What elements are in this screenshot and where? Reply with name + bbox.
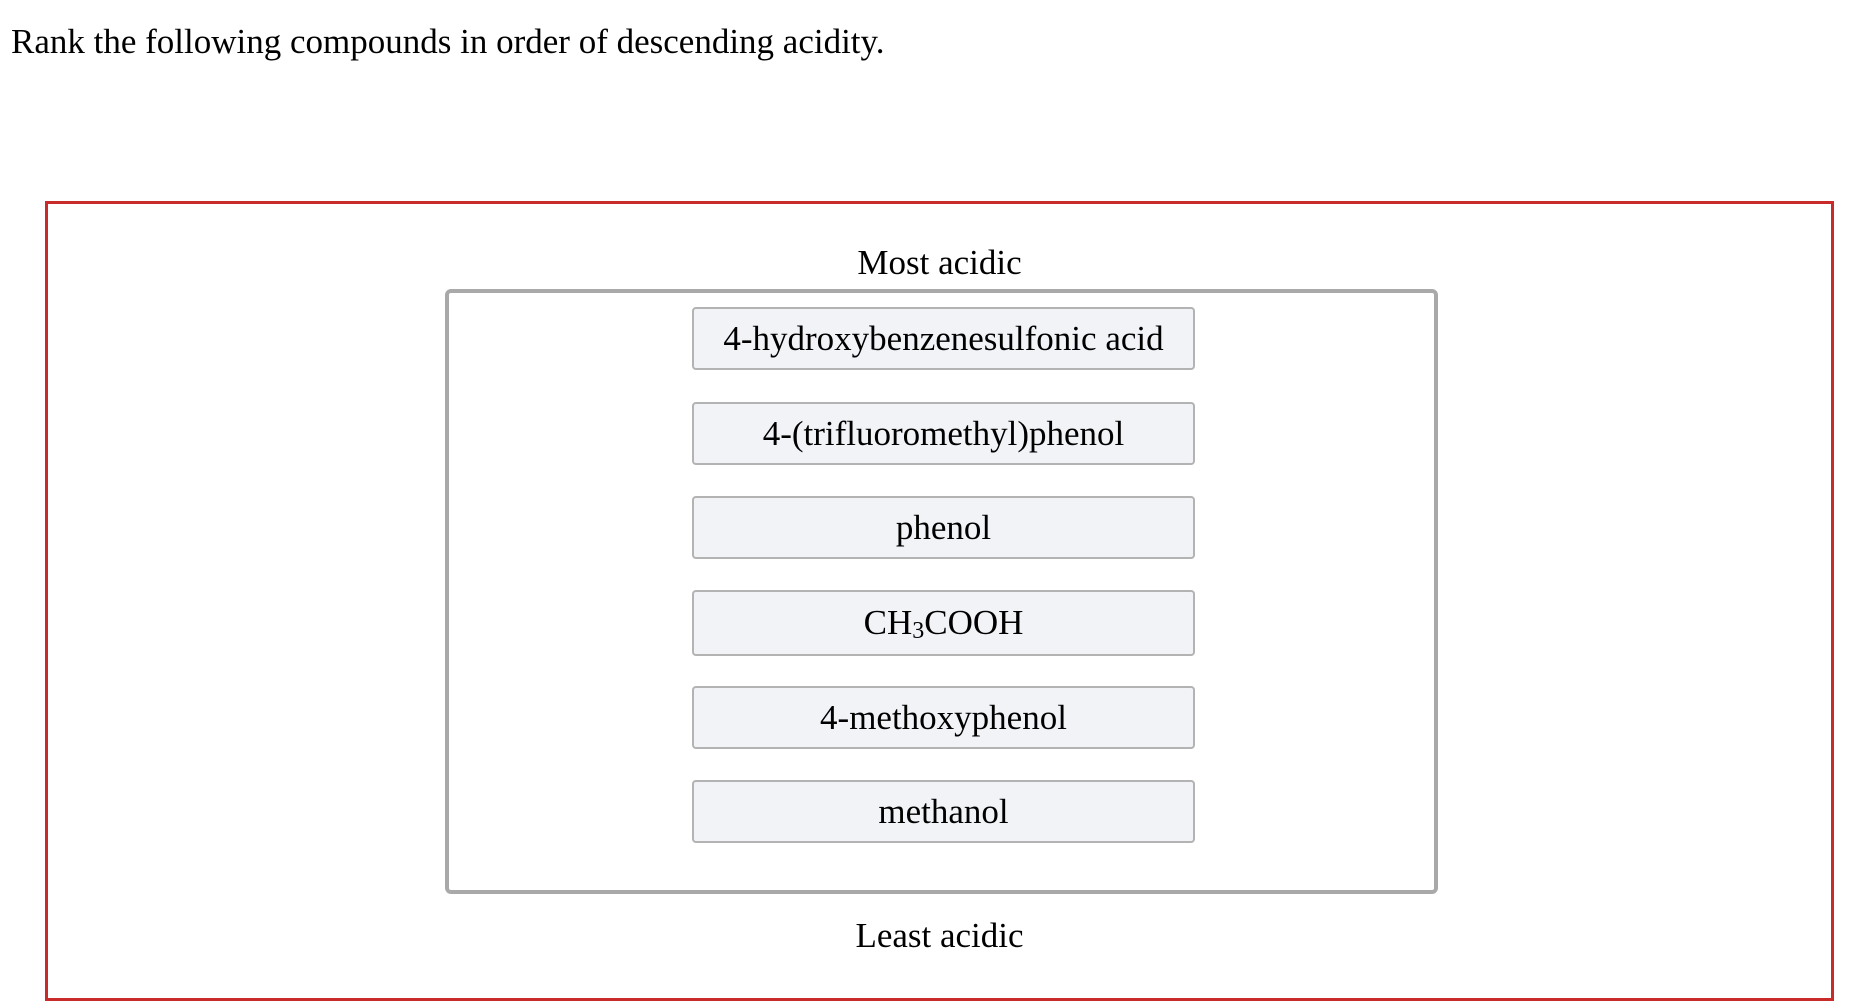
rank-item-4-trifluoromethyl-phenol[interactable]: 4-(trifluoromethyl)phenol (692, 402, 1195, 465)
most-acidic-label: Most acidic (857, 243, 1022, 282)
ranking-drop-zone[interactable] (445, 289, 1438, 894)
formula-suffix: COOH (924, 603, 1024, 642)
rank-item-4-hydroxybenzenesulfonic-acid[interactable]: 4-hydroxybenzenesulfonic acid (692, 307, 1195, 370)
rank-item-methanol[interactable]: methanol (692, 780, 1195, 843)
least-acidic-label: Least acidic (855, 916, 1024, 955)
ranking-answer-area (45, 201, 1834, 1001)
rank-item-4-methoxyphenol[interactable]: 4-methoxyphenol (692, 686, 1195, 749)
formula-main: CH (863, 603, 913, 642)
question-prompt: Rank the following compounds in order of descending acidity. (11, 22, 885, 61)
rank-item-phenol[interactable]: phenol (692, 496, 1195, 559)
rank-item-acetic-acid[interactable]: CH $_3$ COOH (692, 590, 1195, 656)
